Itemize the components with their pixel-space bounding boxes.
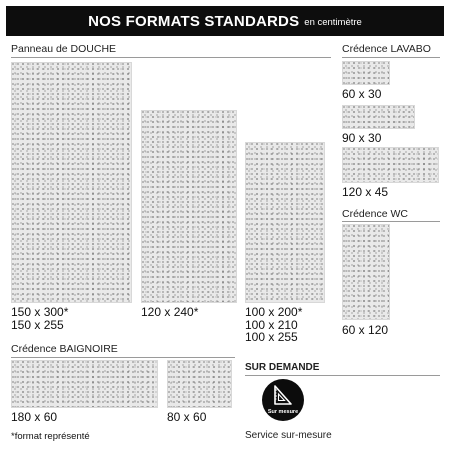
section-rule-sur-demande xyxy=(245,375,440,376)
panel-swatch-80x60 xyxy=(167,360,232,408)
section-label-baignoire: Crédence BAIGNOIRE xyxy=(11,343,118,355)
section-rule-baignoire xyxy=(11,357,235,358)
format-footnote: *format représenté xyxy=(11,431,90,442)
badge-label: Sur mesure xyxy=(267,409,299,415)
header-subtitle: en centimètre xyxy=(304,17,362,28)
section-rule-lavabo xyxy=(342,57,440,58)
section-rule-wc xyxy=(342,221,440,222)
format-label: 180 x 60 xyxy=(11,410,58,424)
format-label: 60 x 30 xyxy=(342,87,382,101)
panel-swatch-180x60 xyxy=(11,360,158,408)
section-label-lavabo: Crédence LAVABO xyxy=(342,43,431,55)
panel-swatch-60x30 xyxy=(342,61,390,85)
panel-swatch-120x45 xyxy=(342,147,439,183)
format-label: 60 x 120 xyxy=(342,323,389,337)
panel-swatch-150x300 xyxy=(11,62,132,303)
section-label-douche: Panneau de DOUCHE xyxy=(11,43,117,55)
panel-swatch-60x120 xyxy=(342,224,390,320)
format-label: 80 x 60 xyxy=(167,410,207,424)
format-label: 100 x 200* 100 x 210 100 x 255 xyxy=(245,305,303,344)
panel-swatch-90x30 xyxy=(342,105,415,129)
set-square-icon xyxy=(273,384,293,406)
header-banner xyxy=(6,6,444,36)
sur-mesure-badge xyxy=(262,379,304,421)
panel-swatch-100x200 xyxy=(245,142,325,303)
format-label: 90 x 30 xyxy=(342,131,382,145)
header-title: NOS FORMATS STANDARDS xyxy=(88,12,300,30)
section-label-wc: Crédence WC xyxy=(342,208,408,220)
sur-mesure-caption: Service sur-mesure xyxy=(245,430,332,441)
section-label-sur-demande: SUR DEMANDE xyxy=(245,362,320,373)
format-label: 150 x 300* 150 x 255 xyxy=(11,305,69,332)
format-label: 120 x 240* xyxy=(141,305,199,319)
format-label: 120 x 45 xyxy=(342,185,389,199)
section-rule-douche xyxy=(11,57,331,58)
panel-swatch-120x240 xyxy=(141,110,237,303)
